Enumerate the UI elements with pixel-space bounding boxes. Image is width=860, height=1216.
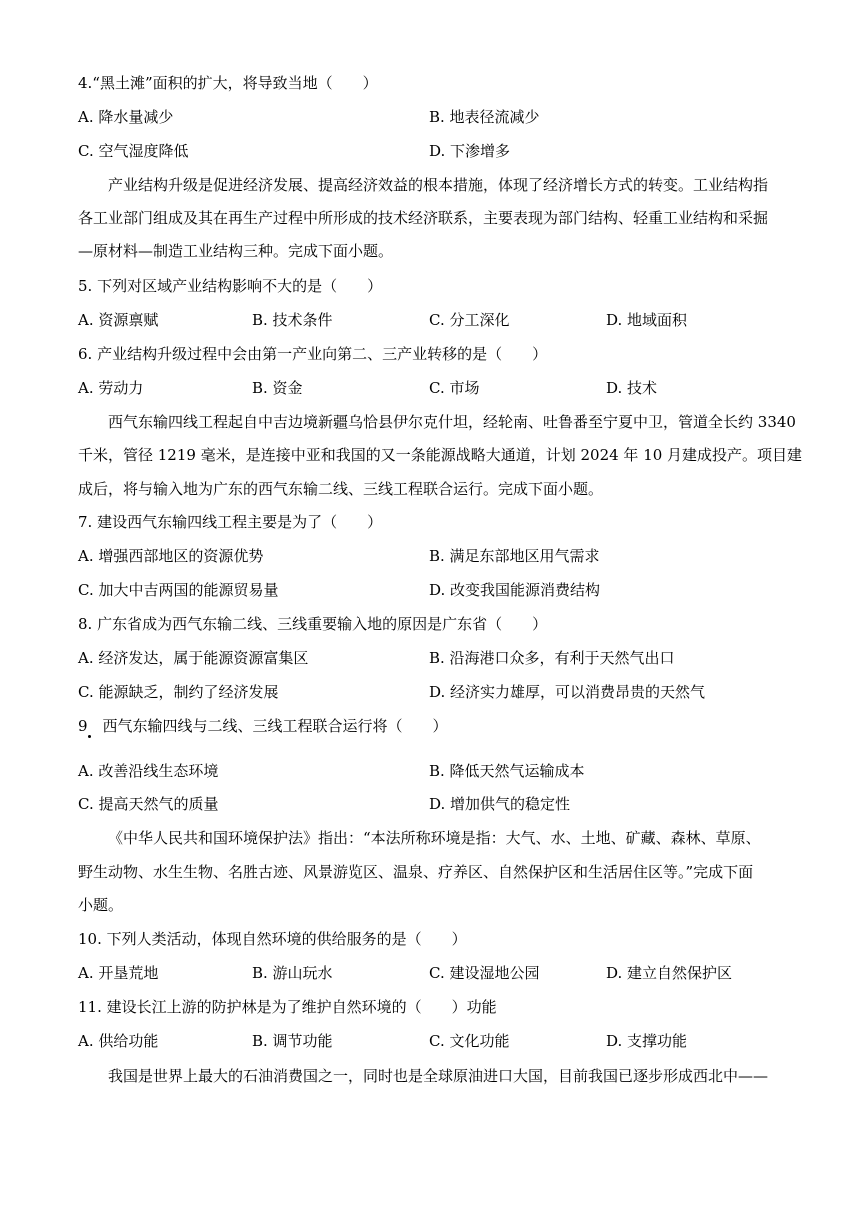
question-7-stem: 7. 建设西气东输四线工程主要是为了（ ） bbox=[78, 513, 383, 531]
question-8-stem: 8. 广东省成为西气东输二线、三线重要输入地的原因是广东省（ ） bbox=[78, 615, 548, 633]
question-11-option-a: A. 供给功能 bbox=[78, 1032, 159, 1050]
question-7-option-b: B. 满足东部地区用气需求 bbox=[429, 547, 600, 565]
question-10-option-c: C. 建设湿地公园 bbox=[429, 964, 540, 982]
question-4-option-b: B. 地表径流减少 bbox=[429, 108, 540, 126]
question-10-stem: 10. 下列人类活动，体现自然环境的供给服务的是（ ） bbox=[78, 930, 467, 948]
stray-dot-mark bbox=[88, 735, 91, 738]
question-7-option-d: D. 改变我国能源消费结构 bbox=[429, 581, 601, 599]
question-6-option-b: B. 资金 bbox=[252, 379, 303, 397]
question-5-stem: 5. 下列对区域产业结构影响不大的是（ ） bbox=[78, 277, 383, 295]
passage-2-line-1: 西气东输四线工程起自中吉边境新疆乌恰县伊尔克什坦，经轮南、吐鲁番至宁夏中卫，管道全长约 3340 bbox=[108, 413, 796, 431]
question-8-option-b: B. 沿海港口众多，有利于天然气出口 bbox=[429, 649, 675, 667]
passage-2-line-3: 成后，将与输入地为广东的西气东输二线、三线工程联合运行。完成下面小题。 bbox=[78, 480, 604, 498]
passage-3-line-2: 野生动物、水生生物、名胜古迹、风景游览区、温泉、疗养区、自然保护区和生活居住区等。”完成下面 bbox=[78, 863, 754, 881]
question-5-option-c: C. 分工深化 bbox=[429, 311, 510, 329]
passage-2-line-2: 千米，管径 1219 毫米，是连接中亚和我国的又一条能源战略大通道，计划 2024 年 10 月建成投产。项目建 bbox=[78, 446, 803, 464]
question-6-option-d: D. 技术 bbox=[606, 379, 658, 397]
question-11-option-d: D. 支撑功能 bbox=[606, 1032, 688, 1050]
question-9-stem: 9 西气东输四线与二线、三线工程联合运行将（ ） bbox=[78, 717, 448, 735]
question-5-option-d: D. 地域面积 bbox=[606, 311, 688, 329]
passage-3-line-3: 小题。 bbox=[78, 896, 124, 914]
question-4-stem: 4.“黑土滩”面积的扩大，将导致当地（ ） bbox=[78, 74, 378, 92]
question-9-option-d: D. 增加供气的稳定性 bbox=[429, 795, 571, 813]
passage-1-line-2: 各工业部门组成及其在再生产过程中所形成的技术经济联系，主要表现为部门结构、轻重工业结构和采掘 bbox=[78, 209, 769, 227]
passage-1-line-1: 产业结构升级是促进经济发展、提高经济效益的根本措施，体现了经济增长方式的转变。工业结构指 bbox=[108, 176, 769, 194]
passage-4-line-1: 我国是世界上最大的石油消费国之一，同时也是全球原油进口大国，目前我国已逐步形成西北中—— bbox=[108, 1067, 769, 1085]
question-7-option-a: A. 增强西部地区的资源优势 bbox=[78, 547, 264, 565]
question-6-option-c: C. 市场 bbox=[429, 379, 480, 397]
question-6-stem: 6. 产业结构升级过程中会由第一产业向第二、三产业转移的是（ ） bbox=[78, 345, 548, 363]
question-10-option-b: B. 游山玩水 bbox=[252, 964, 333, 982]
question-4-option-d: D. 下渗增多 bbox=[429, 142, 511, 160]
passage-3-line-1: 《中华人民共和国环境保护法》指出：“本法所称环境是指：大气、水、土地、矿藏、森林、草原、 bbox=[108, 829, 761, 847]
question-10-option-a: A. 开垦荒地 bbox=[78, 964, 159, 982]
question-5-option-a: A. 资源禀赋 bbox=[78, 311, 159, 329]
question-9-option-c: C. 提高天然气的质量 bbox=[78, 795, 219, 813]
question-11-option-b: B. 调节功能 bbox=[252, 1032, 333, 1050]
question-5-option-b: B. 技术条件 bbox=[252, 311, 333, 329]
question-4-option-c: C. 空气湿度降低 bbox=[78, 142, 189, 160]
question-6-option-a: A. 劳动力 bbox=[78, 379, 144, 397]
passage-1-line-3: —原材料—制造工业结构三种。完成下面小题。 bbox=[78, 242, 394, 260]
question-8-option-d: D. 经济实力雄厚，可以消费昂贵的天然气 bbox=[429, 683, 706, 701]
question-7-option-c: C. 加大中吉两国的能源贸易量 bbox=[78, 581, 279, 599]
question-11-option-c: C. 文化功能 bbox=[429, 1032, 510, 1050]
question-8-option-c: C. 能源缺乏，制约了经济发展 bbox=[78, 683, 279, 701]
question-9-option-a: A. 改善沿线生态环境 bbox=[78, 762, 219, 780]
question-9-option-b: B. 降低天然气运输成本 bbox=[429, 762, 585, 780]
question-11-stem: 11. 建设长江上游的防护林是为了维护自然环境的（ ）功能 bbox=[78, 998, 497, 1016]
question-10-option-d: D. 建立自然保护区 bbox=[606, 964, 733, 982]
question-4-option-a: A. 降水量减少 bbox=[78, 108, 174, 126]
question-8-option-a: A. 经济发达，属于能源资源富集区 bbox=[78, 649, 309, 667]
